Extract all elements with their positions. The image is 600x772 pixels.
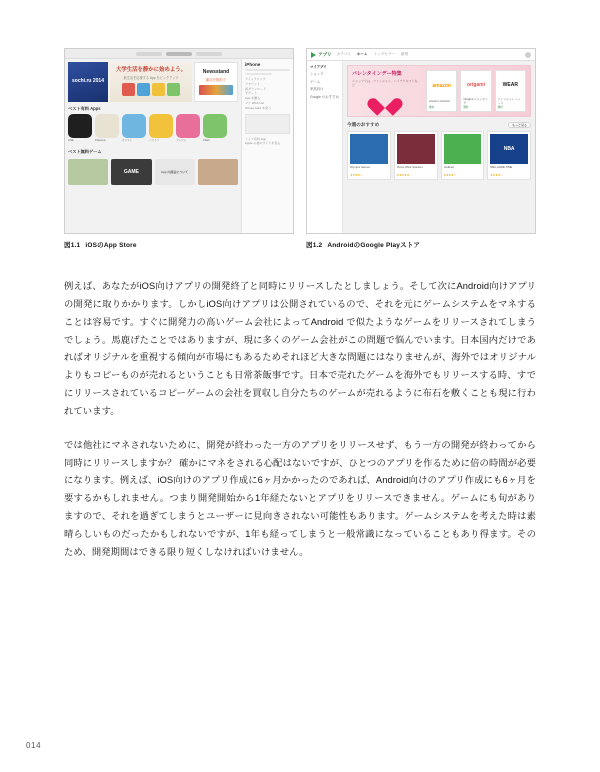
play-promo-sub: ショップでは、ファッション、ハイテクギフトなど [352, 79, 418, 88]
play-row-title-wrap [347, 122, 531, 128]
ios-tab-music [196, 52, 222, 56]
play-promo-left [348, 66, 422, 116]
play-promo-banner[interactable] [347, 65, 531, 117]
app-icon [122, 114, 146, 138]
google-play-mock [307, 49, 535, 233]
ios-hero-sochi [68, 62, 108, 102]
play-app-card-thumb [444, 134, 482, 164]
play-promo-card-name: Origami ショッピング [463, 97, 488, 105]
play-app-card[interactable] [394, 131, 438, 180]
ios-banner[interactable] [68, 159, 108, 185]
play-app-card[interactable] [487, 131, 531, 180]
play-card-grid [347, 131, 531, 180]
play-header [307, 49, 535, 61]
ios-toolbar [65, 49, 293, 59]
play-tab-home[interactable]: ホーム [356, 52, 368, 56]
ios-hero-newsstand [194, 62, 238, 102]
ios-banner-label: App 内課金について [160, 170, 189, 174]
play-main [343, 61, 535, 234]
play-promo-card-name: ファッション ニュース [497, 97, 521, 105]
play-triangle-icon [311, 52, 316, 58]
figure-ios-app-store [64, 48, 294, 249]
app-icon [95, 114, 119, 138]
play-promo-card[interactable] [426, 70, 457, 112]
play-app-card-name: NBA GAME TIME [490, 166, 513, 169]
play-nav-family[interactable]: 家族向け [310, 87, 324, 92]
figures-row [64, 48, 536, 249]
play-nav-games[interactable]: ゲーム [310, 79, 321, 84]
divider [245, 73, 272, 75]
app-icon [203, 114, 227, 138]
play-promo-title: バレンタインデー特集 [352, 71, 402, 77]
avatar[interactable] [525, 52, 531, 58]
ios-tab-apps [166, 52, 192, 56]
ios-app-cell[interactable] [68, 114, 92, 145]
thumb [137, 83, 150, 96]
thumb [152, 83, 165, 96]
app-icon [176, 114, 200, 138]
ios-hero-campaign-sub: 新生活を応援する App をピックアップ [123, 76, 179, 80]
figure-caption-number: 図1.1 [64, 242, 81, 249]
ios-sidebar-promo [245, 114, 290, 134]
ios-body [65, 59, 293, 234]
ios-sidebar-link[interactable]: 再ダウンロード [245, 86, 267, 91]
play-promo-card-thumb-label: WEAR [502, 82, 518, 89]
play-body [307, 61, 535, 234]
ios-app-icon-row [68, 114, 238, 145]
play-app-card-name: Olympic Games [350, 166, 370, 169]
play-app-card-rating: ★★★★★ [396, 173, 410, 177]
play-app-card-name: Redknot [443, 166, 454, 169]
figure-caption-ios [64, 240, 294, 249]
ios-banner[interactable] [155, 159, 195, 185]
ios-sidebar-link[interactable]: クイックリンク [245, 77, 266, 81]
body-text [64, 278, 536, 562]
play-app-card-thumb-label: NBA [503, 146, 515, 152]
figure-caption-text: iOSのApp Store [85, 242, 137, 249]
ios-sidebar [241, 59, 293, 234]
figure-caption-number: 図1.2 [306, 242, 323, 249]
figure-caption-play [306, 240, 536, 249]
play-app-card-rating: ★★★★☆ [350, 173, 363, 177]
ios-banner-label: GAME [123, 169, 139, 175]
ios-app-cell[interactable] [176, 114, 200, 145]
ios-sidebar-link[interactable]: App を贈る [245, 96, 261, 101]
play-tab-new[interactable]: 新着 [401, 52, 409, 56]
play-app-card-rating: ★★★★☆ [443, 173, 457, 177]
play-app-card[interactable] [347, 131, 391, 180]
thumb [167, 83, 180, 96]
ios-tab-books [136, 52, 162, 56]
app-label: ツムツム [176, 139, 187, 142]
figure-caption-text: AndroidのGoogle Playストア [327, 242, 421, 249]
play-sidebar [307, 61, 343, 234]
ios-sidebar-link[interactable]: iTunes Card を使う [245, 105, 272, 110]
figure-google-play [306, 48, 536, 249]
ios-hero-campaign-thumbs [113, 83, 189, 96]
ios-banner[interactable] [111, 159, 151, 185]
ios-sidebar-note: トップ有料 App [245, 136, 267, 141]
play-row-title: 今週のおすすめ [347, 122, 380, 127]
ios-hero-campaign [110, 62, 192, 102]
figure-image-ios [64, 48, 294, 234]
app-label: モンスト [122, 139, 133, 142]
ios-app-cell[interactable] [149, 114, 173, 145]
play-app-card-rating: ★★★★☆ [490, 173, 503, 177]
paragraph: 例えば、あなたがiOS向けアプリの開発終了と同時にリリースしたとしましょう。そして次にAndroid向けアプリの開発に取りかかります。しかしiOS向けアプリは公開されているので、それを元にゲームシステムをマネすることは容易です。すぐに開発力の高いゲーム会社によってAndroid で似たようなゲームをリリースされてしまうでしょう。馬鹿げたことではありますが、現に多くのゲーム会社がこの問題で悩んでいます。日本国内だけであればオリジナルを重視する傾向が市場にもあるためそれほど大きな問題にはなりませんが、海外ではオリジナルよりもコピーものが売れるということも日常茶飯事です。日本で売れたゲームを海外でもリリースする時、すでにリリースされているコピーゲームの会社を買収し自分たちのゲームが売れるように布石を敷くことも現に行われています。 [64, 281, 536, 416]
play-nav-shop[interactable]: ショップ [310, 72, 324, 77]
play-promo-card-thumb [429, 73, 454, 99]
app-label: Clash [203, 139, 210, 142]
ios-hero-campaign-title: 大学生活を静かに始めよう。 [115, 67, 187, 73]
play-promo-cards [422, 66, 530, 116]
play-nav-my-apps[interactable]: マイアプリ [310, 65, 327, 69]
app-label: Pokémon [95, 139, 106, 142]
play-tab-categories[interactable]: カテゴリ [336, 52, 351, 56]
ios-banner-row [68, 159, 238, 185]
play-promo-card[interactable] [495, 70, 526, 112]
play-promo-card-price: 無料 [497, 106, 503, 109]
ios-app-cell[interactable] [203, 114, 227, 145]
ios-app-cell[interactable] [122, 114, 146, 145]
page-number: 014 [26, 741, 42, 750]
app-label: パズドラ [149, 139, 160, 142]
ios-newsstand-strip [199, 85, 233, 95]
play-promo-card-price: 無料 [463, 106, 469, 109]
play-app-card-thumb [490, 134, 528, 164]
app-icon [149, 114, 173, 138]
thumb [122, 83, 135, 96]
ios-newsstand-logo: Newsstand [202, 69, 230, 75]
ios-sidebar-link[interactable]: サポート [245, 91, 258, 96]
divider [245, 69, 290, 71]
play-app-card-name: Vivino Wine Scanner [396, 166, 423, 169]
ios-app-store-mock [65, 49, 293, 233]
play-promo-card-price: 無料 [429, 106, 435, 109]
app-label: LINE [68, 139, 74, 142]
play-promo-card-thumb [498, 73, 523, 97]
ios-section-title-free: ベスト無料ゲーム [68, 149, 102, 154]
ios-sidebar-link[interactable]: アカウント [245, 81, 260, 86]
play-promo-card-thumb [463, 73, 488, 97]
ios-sidebar-footer[interactable]: Apple の他のサイトを見る [245, 141, 281, 146]
ios-newsstand-sub: 雑誌を無料で [205, 78, 227, 82]
play-logo-label: アプリ [318, 51, 332, 57]
ios-sidebar-link[interactable]: マイ Wish List [245, 100, 264, 105]
play-promo-card-thumb-label: amazon [432, 83, 451, 89]
ios-banner[interactable] [198, 159, 238, 185]
play-tab-topsellers[interactable]: トップセラー [373, 52, 396, 56]
figure-image-play [306, 48, 536, 234]
heart-icon [374, 91, 396, 111]
play-tabs [337, 52, 409, 57]
play-nav-recommended[interactable]: Google のおすすめ [310, 94, 339, 99]
ios-hero-row [68, 62, 238, 102]
play-promo-card-name: Amazon Android [429, 99, 450, 103]
play-app-card-thumb [350, 134, 388, 164]
app-icon [68, 114, 92, 138]
ios-main-column [65, 59, 241, 234]
play-logo[interactable] [311, 52, 332, 58]
ios-hero-sochi-label: sochi.ru 2014 [72, 78, 104, 85]
play-promo-card-thumb-label: origami [466, 82, 486, 89]
ios-sidebar-title: iPhone [245, 62, 261, 67]
play-app-card-thumb [397, 134, 435, 164]
play-promo-card[interactable] [460, 70, 491, 112]
play-row-more-button[interactable]: もっと見る [508, 122, 531, 128]
ios-app-cell[interactable] [95, 114, 119, 145]
ios-section-title-paid: ベスト有料 Apps [68, 106, 101, 111]
play-app-card[interactable] [441, 131, 485, 180]
paragraph: では他社にマネされないために、開発が終わった一方のアプリをリリースせず、もう一方の開発が終わってから同時にリリースしますか？ 確かにマネをされる心配はないですが、ひとつのアプリを作るために倍の時間が必要になります。例えば、iOS向けのアプリ作成に6ヶ月かかったのであれば、Android向けのアプリ作成にも6ヶ月を要するかもしれません。つまり開発開始から1年経たないとアプリをリリースできません。ゲームにも旬がありますので、それを過ぎてしまうとユーザーに見向きされない可能性もあります。ゲームシステムを考えた時は素晴らしいものだったかもしれないですが、1年も経ってしまうと一般常識になっていることもあり得ます。そのため、開発期間はできる限り短くしなければいけません。 [64, 439, 536, 557]
